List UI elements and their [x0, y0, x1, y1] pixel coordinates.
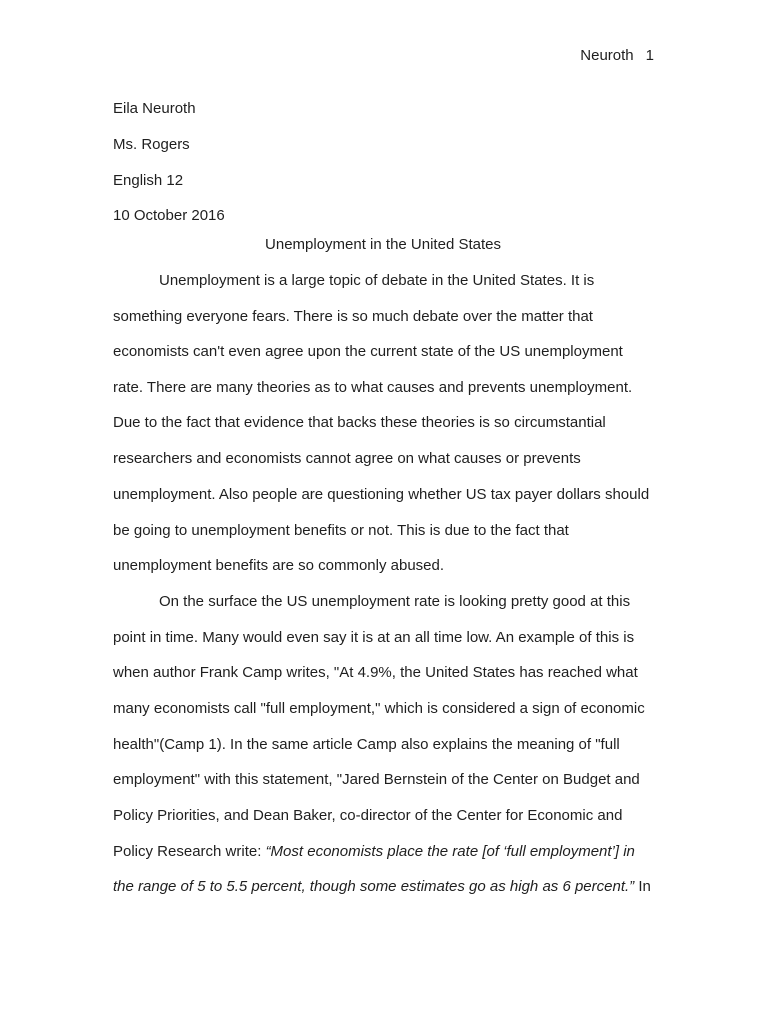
paragraph-2-line	[113, 876, 651, 898]
running-header	[580, 45, 654, 67]
header-surname: Neuroth	[580, 47, 634, 64]
paragraph-1-line: Unemployment is a large topic of debate in the United States. It is	[159, 272, 595, 289]
italic-quote: the range of 5 to 5.5 percent, though some estimates go as high as 6 percent.”	[113, 878, 635, 895]
paragraph-1-line: be going to unemployment benefits or not. This is due to the fact that	[113, 522, 569, 539]
line-text: Policy Research write:	[113, 843, 266, 860]
paragraph-2-line: employment" with this statement, "Jared Bernstein of the Center on Budget and	[113, 771, 640, 788]
paragraph-2-line: health"(Camp 1). In the same article Camp also explains the meaning of "full	[113, 736, 620, 753]
mla-heading	[113, 91, 225, 234]
paragraph-2-line	[113, 841, 635, 863]
paragraph-1-line: unemployment. Also people are questioning whether US tax payer dollars should	[113, 486, 650, 503]
student-name: Eila Neuroth	[113, 100, 196, 117]
paragraph-1-line: something everyone fears. There is so much debate over the matter that	[113, 308, 593, 325]
paragraph-2-line: point in time. Many would even say it is at an all time low. An example of this is	[113, 629, 635, 646]
paragraph-2-line: Policy Priorities, and Dean Baker, co-director of the Center for Economic and	[113, 807, 623, 824]
teacher-name: Ms. Rogers	[113, 135, 190, 153]
paragraph-2-line: when author Frank Camp writes, "At 4.9%, the United States has reached what	[113, 664, 638, 681]
line-text: In	[634, 878, 651, 895]
italic-quote: “Most economists place the rate [of ‘full employment’] in	[265, 843, 635, 860]
paragraph-2-line: On the surface the US unemployment rate is looking pretty good at this	[159, 593, 631, 610]
header-page-number: 1	[645, 47, 654, 64]
paragraph-1-line: researchers and economists cannot agree on what causes or prevents	[113, 450, 581, 467]
date-line: 10 October 2016	[113, 207, 225, 225]
course-name: English 12	[113, 171, 184, 189]
paragraph-1-line: economists can't even agree upon the current state of the US unemployment	[113, 343, 623, 360]
paragraph-1-line: rate. There are many theories as to what causes and prevents unemployment.	[113, 379, 633, 396]
paragraph-2-line: many economists call "full employment," which is considered a sign of economic	[113, 700, 645, 717]
paragraph-1-line: Due to the fact that evidence that backs these theories is so circumstantial	[113, 414, 606, 431]
paragraph-1-line: unemployment benefits are so commonly abused.	[113, 557, 445, 574]
essay-title: Unemployment in the United States	[265, 236, 501, 253]
